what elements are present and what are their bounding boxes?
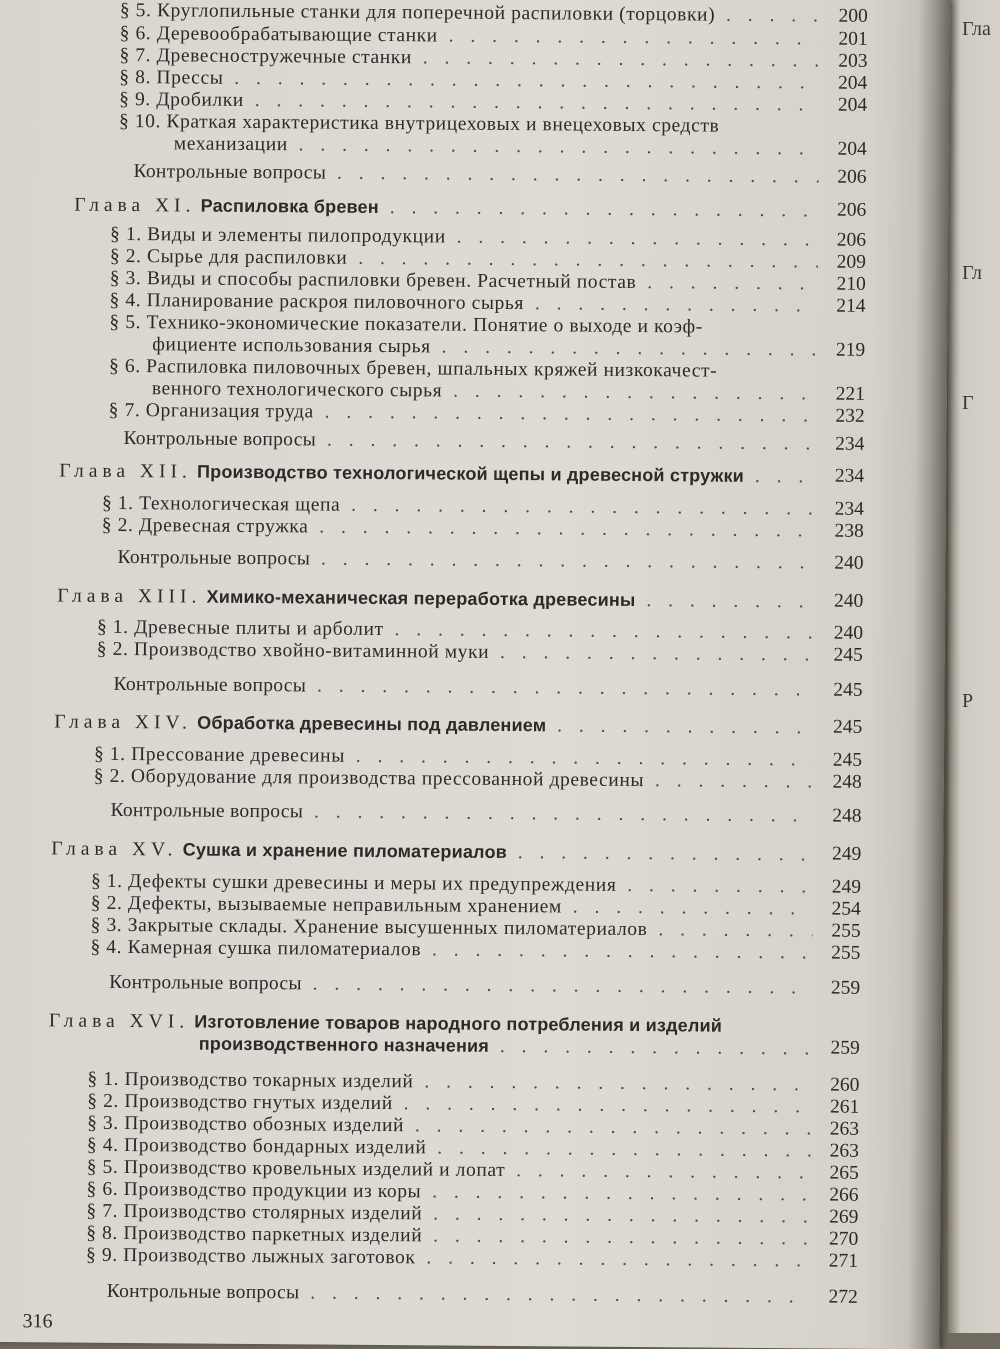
facing-page-text-fragment: Г: [962, 392, 974, 415]
toc-page-number: 206: [818, 165, 866, 189]
section-title: § 7. Производство столярных изделий: [86, 1201, 422, 1225]
toc-entry-text: [113, 673, 814, 703]
section-title: § 2. Производство гнутых изделий: [87, 1091, 393, 1114]
toc-page-number: 201: [820, 27, 868, 51]
facing-page-text-fragment: Гл: [962, 262, 982, 285]
toc-page-number: 204: [819, 71, 867, 95]
toc-entry-text: [97, 638, 815, 668]
toc-chapter-entry: [57, 583, 863, 613]
toc-page-number: 249: [813, 842, 861, 866]
chapter-title: Химико-механическая переработка древесины: [201, 587, 635, 610]
section-title: § 6. Распиловка пиловочных бревен, шпальных кряжей низкокачест-: [109, 356, 717, 382]
section-title: § 1. Прессование древесины: [94, 744, 345, 767]
toc-page-number: 206: [818, 228, 866, 252]
section-title: § 8. Производство паркетных изделий: [86, 1223, 422, 1247]
toc-entry-text: [199, 1032, 812, 1062]
section-title: § 9. Производство лыжных заготовок: [86, 1245, 416, 1269]
toc-entry-text: [109, 971, 812, 1001]
toc-chapter-heading: [54, 709, 814, 740]
chapter-title: Производство технологической щепы и древесной стружки: [192, 462, 744, 486]
toc-questions-entry: [109, 971, 860, 1001]
toc-section-entry: [97, 638, 863, 668]
toc-chapter-heading: [57, 583, 815, 614]
chapter-title: Изготовление товаров народного потребления и изделий: [189, 1012, 722, 1036]
toc-chapter-entry: [51, 836, 861, 866]
toc-page-number: 248: [813, 804, 861, 828]
chapter-label: Глава XV.: [51, 838, 177, 860]
section-title: § 6. Производство продукции из коры: [87, 1179, 422, 1203]
section-title: § 2. Древесная стружка: [102, 515, 309, 538]
section-title: § 2. Оборудование для производства прессованной древесины: [94, 766, 644, 791]
toc-entry-text: [174, 132, 819, 161]
section-title: § 1. Древесные плиты и арболит: [97, 617, 384, 640]
toc-entry-text: [94, 765, 814, 795]
toc-chapter-heading: [74, 193, 818, 224]
toc-page-number: 238: [816, 519, 864, 543]
toc-entry-text: [123, 427, 816, 456]
section-title: § 3. Производство обозных изделий: [87, 1113, 404, 1136]
section-title: § 5. Круглопильные станки для поперечной распиловки (торцовки): [120, 0, 716, 26]
questions-label: Контрольные вопросы: [110, 800, 303, 823]
toc-entry-text: [117, 546, 815, 575]
section-title: § 1. Технологическая щепа: [102, 493, 340, 516]
toc-page-number: 263: [811, 1139, 859, 1163]
toc-page-number: 269: [810, 1205, 858, 1229]
questions-label: Контрольные вопросы: [113, 674, 306, 697]
toc-page-number: 259: [812, 1036, 860, 1060]
facing-page-text-fragment: Гла: [962, 18, 991, 41]
toc-entry-text: [90, 936, 812, 966]
toc-page-number: 245: [815, 643, 863, 667]
facing-page-text-fragment: Р: [962, 690, 973, 713]
section-title: § 3. Закрытые склады. Хранение высушенных пиломатериалов: [91, 915, 648, 940]
questions-label: Контрольные вопросы: [134, 161, 327, 184]
section-title: § 10. Краткая характеристика внутрицеховых и внецеховых средств: [119, 111, 719, 137]
toc-page-number: 221: [817, 382, 865, 406]
chapter-title: Распиловка бревен: [195, 196, 379, 217]
toc-page-number: 272: [810, 1285, 858, 1309]
toc-page-number: 234: [816, 497, 864, 521]
toc-entry-text: [107, 1280, 810, 1310]
chapter-label: Глава XII.: [59, 460, 192, 482]
section-title: § 9. Дробилки: [119, 89, 244, 111]
toc-section-entry: [90, 936, 860, 966]
toc-page-number: 261: [811, 1095, 859, 1119]
toc-page-number: 263: [811, 1117, 859, 1141]
toc-page-number: 245: [814, 748, 862, 772]
section-title: фициенте использования сырья: [152, 334, 431, 357]
section-title: § 2. Производство хвойно-витаминной муки: [97, 639, 490, 663]
toc-section-entry: [174, 132, 867, 161]
toc-page-number: 232: [817, 404, 865, 428]
toc-entry-text: [110, 799, 813, 829]
section-title: § 7. Древесностружечные станки: [119, 45, 412, 68]
chapter-label: Глава XIV.: [54, 711, 192, 733]
toc-page-number: 214: [817, 294, 865, 318]
toc-questions-entry: [123, 427, 864, 457]
toc-page-number: 259: [812, 976, 860, 1000]
toc-entry-text: [109, 399, 817, 429]
toc-questions-entry: [113, 673, 862, 703]
section-title: § 1. Виды и элементы пилопродукции: [110, 224, 446, 248]
section-title: § 8. Прессы: [119, 67, 223, 89]
toc-entry-text: [102, 514, 816, 544]
toc-page-number: 203: [819, 49, 867, 73]
section-title: § 2. Дефекты, вызываемые неправильным хранением: [91, 893, 562, 918]
toc-chapter-entry: [199, 1032, 860, 1061]
toc-section-entry: [109, 399, 865, 429]
toc-page-number: 255: [813, 919, 861, 943]
section-title: § 6. Деревообрабатывающие станки: [120, 23, 438, 46]
chapter-title-continued: производственного назначения: [199, 1034, 489, 1056]
chapter-label: Глава XI.: [74, 195, 195, 217]
toc-section-entry: [102, 514, 864, 544]
section-title: § 3. Виды и способы распиловки бревен. Расчетный постав: [110, 268, 637, 293]
toc-page-number: 240: [815, 621, 863, 645]
section-title: венного технологического сырья: [152, 378, 443, 401]
toc-chapter-entry: [54, 709, 862, 739]
chapter-title: Обработка древесины под давлением: [192, 713, 546, 736]
toc-page-number: 210: [818, 272, 866, 296]
toc-questions-entry: [110, 799, 861, 829]
toc-page-number: 234: [816, 432, 864, 456]
page-number: 316: [22, 1310, 52, 1333]
toc-page-number: 200: [820, 4, 868, 28]
chapter-label: Глава XVI.: [49, 1010, 189, 1032]
toc-page-number: 271: [810, 1249, 858, 1273]
facing-page-edge: [948, 0, 1000, 1333]
toc-chapter-heading: [51, 836, 813, 867]
section-title: § 7. Организация труда: [109, 400, 314, 423]
toc-page-number: 266: [810, 1183, 858, 1207]
toc-entry-text: [86, 1244, 810, 1274]
toc-page-number: 255: [812, 941, 860, 965]
toc-page-number: 240: [815, 551, 863, 575]
toc-page-number: 249: [813, 875, 861, 899]
toc-chapter-entry: [59, 458, 864, 488]
questions-label: Контрольные вопросы: [123, 428, 316, 451]
toc-page-number: 204: [819, 93, 867, 117]
toc-page-number: 245: [814, 678, 862, 702]
section-title: § 4. Производство бондарных изделий: [87, 1135, 427, 1159]
questions-label: Контрольные вопросы: [107, 1281, 300, 1304]
toc-chapter-heading: [59, 458, 816, 489]
questions-label: Контрольные вопросы: [117, 547, 310, 570]
toc-page-number: 234: [816, 464, 864, 488]
toc-questions-entry: [107, 1280, 858, 1310]
section-title: § 1. Дефекты сушки древесины и меры их предупреждения: [91, 871, 617, 896]
page-spine-shadow: [907, 0, 950, 1349]
toc-page-number: 254: [813, 897, 861, 921]
toc-entry-text: [133, 160, 818, 189]
toc-page-number: 245: [814, 715, 862, 739]
toc-page-number: 204: [819, 137, 867, 161]
section-title: § 4. Камерная сушка пиломатериалов: [90, 937, 421, 961]
section-title: § 5. Технико-экономические показатели. Понятие о выходе и коэф-: [109, 312, 703, 338]
toc-page-number: 240: [815, 589, 863, 613]
toc-questions-entry: [133, 160, 866, 190]
section-title: механизации: [174, 133, 288, 155]
section-title: § 2. Сырье для распиловки: [110, 246, 348, 269]
toc-page-number: 219: [817, 338, 865, 362]
toc-page-number: 260: [811, 1073, 859, 1097]
section-title: § 1. Производство токарных изделий: [87, 1069, 413, 1093]
chapter-title: Сушка и хранение пиломатериалов: [177, 839, 507, 862]
section-title: § 4. Планирование раскроя пиловочного сырья: [109, 290, 524, 314]
section-title: § 5. Производство кровельных изделий и лопат: [87, 1157, 506, 1181]
toc-chapter-entry: [74, 193, 866, 223]
toc-page-number: 206: [818, 198, 866, 222]
toc-page-number: 270: [810, 1227, 858, 1251]
toc-page-number: 265: [811, 1161, 859, 1185]
toc-page-number: 248: [814, 770, 862, 794]
toc-section-entry: [86, 1244, 858, 1274]
chapter-label: Глава XIII.: [57, 585, 201, 607]
toc-page-number: 209: [818, 250, 866, 274]
questions-label: Контрольные вопросы: [109, 972, 302, 995]
toc-questions-entry: [117, 546, 863, 576]
toc-section-entry: [94, 765, 862, 795]
